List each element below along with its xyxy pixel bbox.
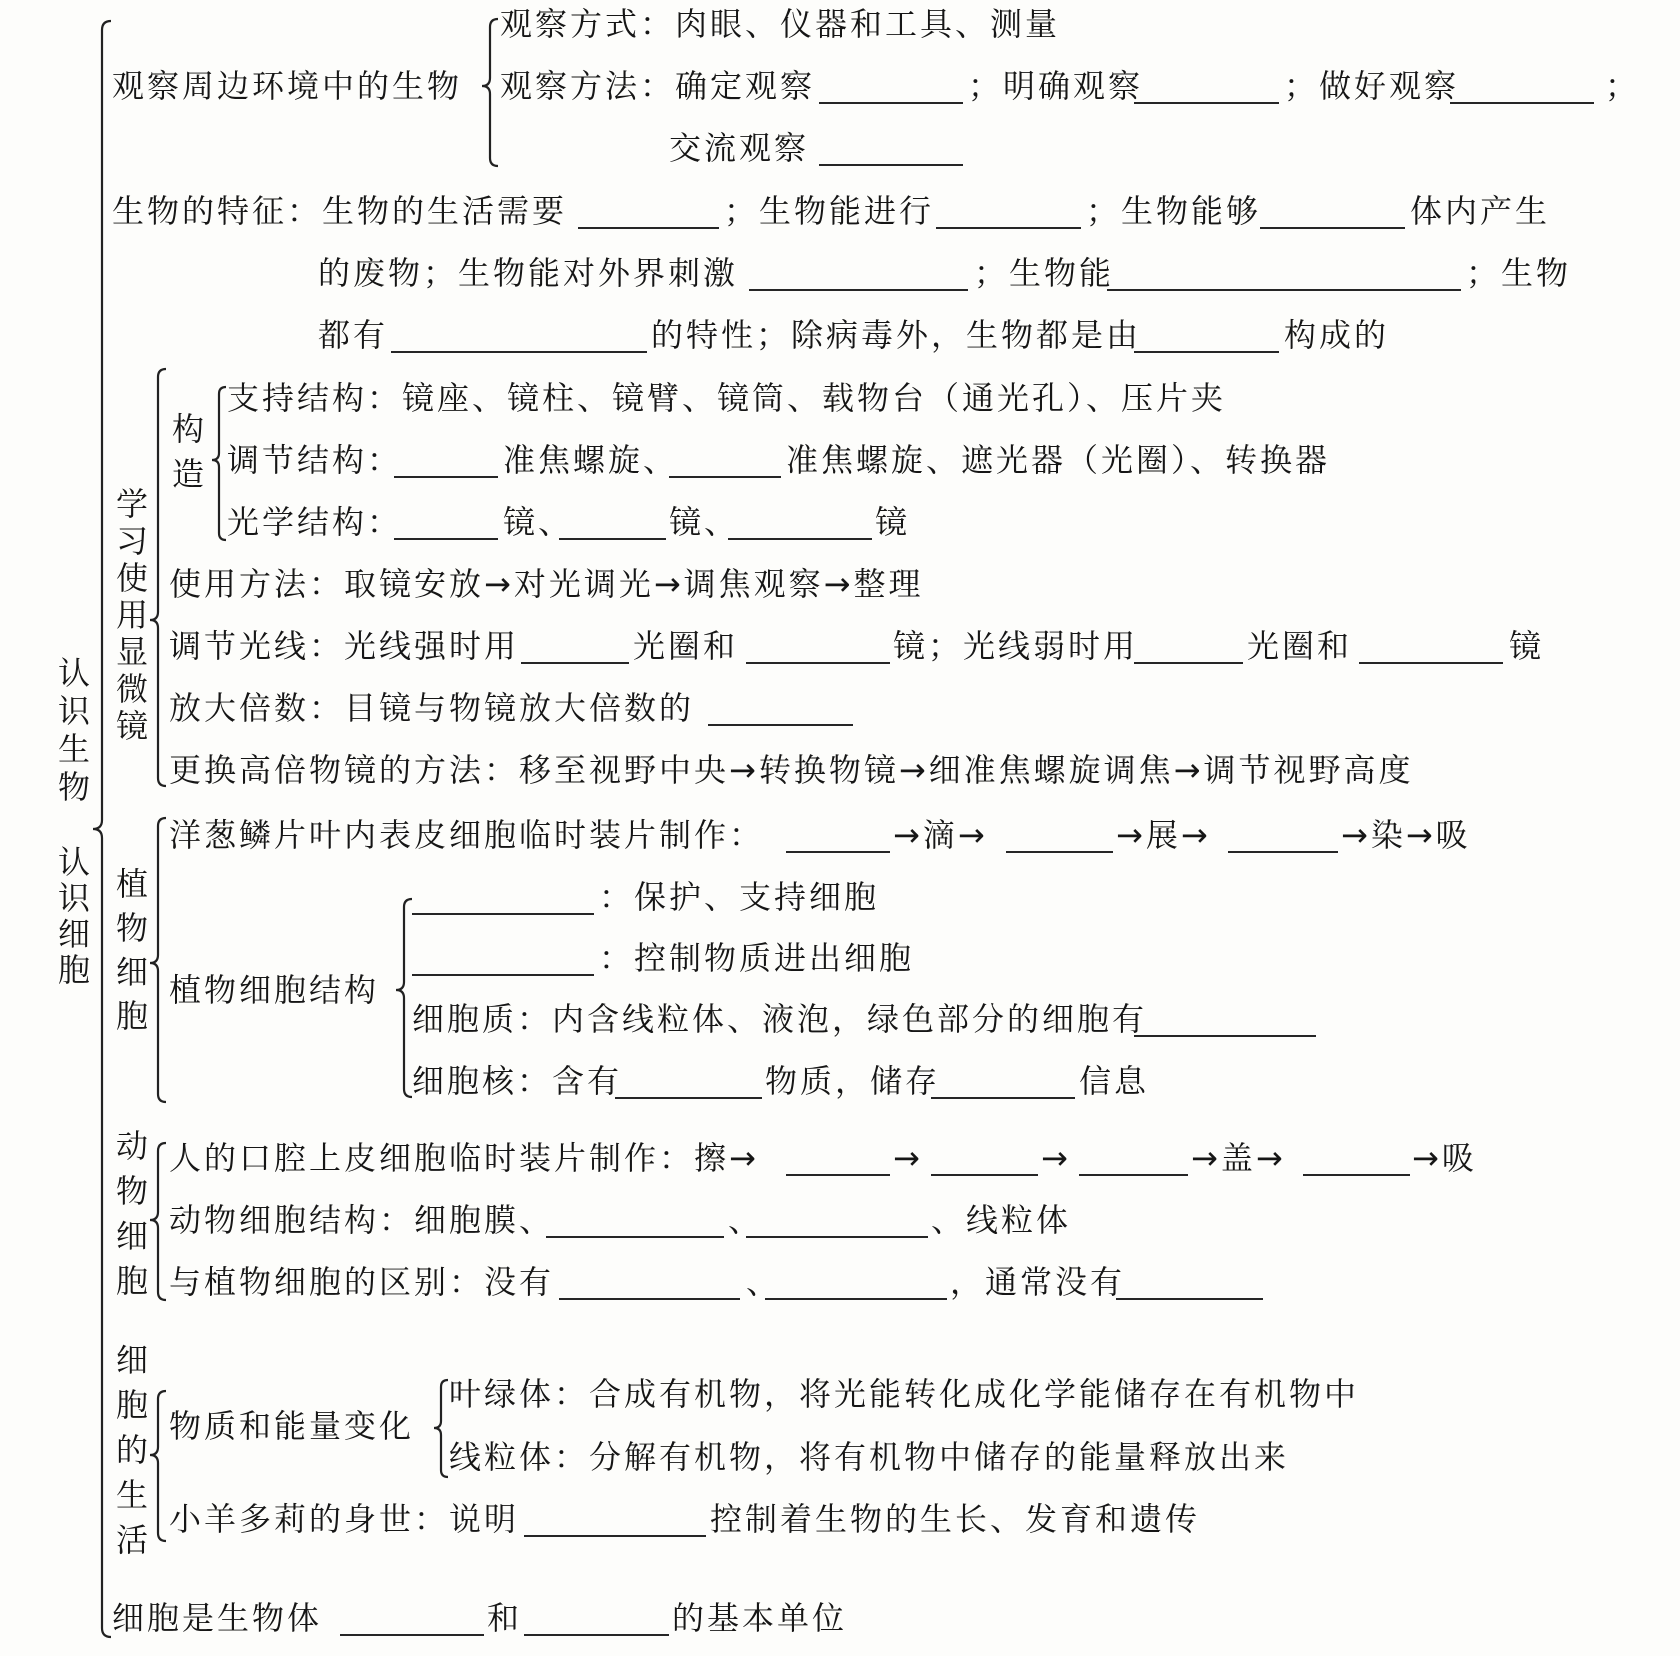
answer-blank-difference-2 [765,1298,947,1300]
plant-slide-text: →滴→ [893,816,988,854]
answer-blank-cell-wall [412,913,594,915]
microscope-adjust-text: 准焦螺旋、 [503,441,679,479]
answer-blank-optics-3 [728,538,872,540]
plant-cytoplasm-text: 细胞质：内含线粒体、液泡，绿色部分的细胞有 [412,1000,1148,1038]
microscope-brace [150,369,166,786]
answer-blank-observe-4 [819,164,963,166]
features-text: 生物的特征：生物的生活需要 [112,192,568,230]
microscope-light-text: 镜 [1509,627,1545,665]
microscope-label: 学习使用显微镜 [111,487,149,746]
plant-structure-label: 植物细胞结构 [169,971,380,1009]
plant-cell-label: 植物细胞 [111,867,149,1043]
features-text: ；生物能够 [1086,192,1262,230]
microscope-magnification: 放大倍数：目镜与物镜放大倍数的 [169,689,695,727]
plant-nucleus-text: 物质，储存 [765,1062,941,1100]
conclusion-text: 的基本单位 [672,1599,848,1637]
observe-method-text: 观察方法：确定观察 [500,67,816,105]
animal-structure-text: 、线粒体 [931,1201,1072,1239]
microscope-adjust-text: 准焦螺旋、遮光器（光圈）、转换器 [786,441,1331,479]
microscope-light-text: 镜；光线弱时用 [893,627,1139,665]
answer-blank-adjust-2 [669,476,781,478]
main-brace [93,21,111,1637]
answer-blank-observe-2 [1134,102,1279,104]
answer-blank-animal-slide-1 [786,1174,890,1176]
microscope-structure-brace [212,387,226,540]
answer-blank-animal-slide-3 [1079,1174,1188,1176]
answer-blank-magnification [708,724,853,726]
microscope-usage: 使用方法：取镜安放→对光调光→调焦观察→整理 [169,565,924,603]
animal-difference-text: 、 [746,1263,782,1301]
answer-blank-observe-3 [1450,102,1594,104]
microscope-optics-text: 光学结构： [227,503,403,541]
answer-blank-cell-membrane [412,974,594,976]
chloroplast-text: 叶绿体：合成有机物，将光能转化成化学能储存在有机物中 [449,1375,1360,1413]
microscope-light-text: 光圈和 [1247,627,1353,665]
answer-blank-feature-2 [936,227,1081,229]
answer-blank-animal-slide-2 [931,1174,1038,1176]
answer-blank-conclusion-1 [340,1634,484,1636]
energy-change-label: 物质和能量变化 [169,1407,415,1445]
answer-blank-feature-3 [1260,227,1405,229]
observe-method-text: ；明确观察 [968,67,1144,105]
plant-slide-text: 洋葱鳞片叶内表皮细胞临时装片制作： [169,816,765,854]
plant-nucleus-text: 细胞核：含有 [412,1062,623,1100]
conclusion-text: 和 [487,1599,523,1637]
plant-slide-text: →染→吸 [1341,816,1471,854]
features-text: ；生物能 [974,254,1115,292]
answer-blank-animal-structure-1 [546,1236,724,1238]
microscope-adjust-text: 调节结构： [227,441,403,479]
features-text: ；生物 [1466,254,1572,292]
plant-cell-brace [150,818,166,1102]
answer-blank-adjust-1 [394,476,498,478]
observe-heading: 观察周边环境中的生物 [112,67,463,105]
animal-difference-text: 与植物细胞的区别：没有 [169,1263,555,1301]
observe-brace [482,19,498,166]
plant-cell-wall-text: ：保护、支持细胞 [599,878,880,916]
observe-method-cont: 交流观察 [669,129,810,167]
answer-blank-conclusion-2 [524,1634,669,1636]
mitochondria-text: 线粒体：分解有机物，将有机物中储存的能量释放出来 [449,1438,1290,1476]
microscope-structure-label: 构造 [167,412,205,502]
answer-blank-plant-slide-1 [786,851,890,853]
animal-slide-text: 人的口腔上皮细胞临时装片制作：擦→ [169,1139,759,1177]
microscope-optics-text: 镜、 [669,503,740,541]
plant-slide-text: →展→ [1116,816,1211,854]
microscope-optics-text: 镜 [875,503,911,541]
answer-blank-optics-1 [394,538,498,540]
plant-cell-membrane-text: ：控制物质进出细胞 [599,939,915,977]
microscope-support: 支持结构：镜座、镜柱、镜臂、镜筒、载物台（通光孔）、压片夹 [227,379,1227,417]
features-text: 体内产生 [1410,192,1551,230]
answer-blank-light-3 [1134,662,1243,664]
plant-structure-brace [396,899,412,1097]
answer-blank-optics-2 [559,538,666,540]
observe-method-text: ；做好观察 [1284,67,1460,105]
features-text: 都有 [318,316,389,354]
animal-difference-text: ，通常没有 [950,1263,1126,1301]
observe-method-text: ； [1605,67,1641,105]
plant-nucleus-text: 信息 [1079,1062,1150,1100]
answer-blank-difference-1 [559,1298,740,1300]
animal-structure-text: 动物细胞结构：细胞膜、 [169,1201,555,1239]
answer-blank-plant-slide-2 [1006,851,1113,853]
side-title-know-cells: 认识细胞 [53,845,91,989]
answer-blank-nucleus-1 [615,1097,762,1099]
answer-blank-nucleus-2 [931,1097,1075,1099]
animal-slide-text: → [1041,1139,1071,1177]
energy-change-brace [434,1380,448,1477]
microscope-high-power: 更换高倍物镜的方法：移至视野中央→转换物镜→细准焦螺旋调焦→调节视野高度 [169,751,1414,789]
answer-blank-difference-3 [1116,1298,1263,1300]
features-text: 构成的 [1284,316,1390,354]
animal-slide-text: →吸 [1412,1139,1477,1177]
answer-blank-feature-5 [1107,289,1461,291]
microscope-light-text: 调节光线：光线强时用 [169,627,520,665]
animal-cell-brace [150,1143,166,1300]
answer-blank-light-4 [1359,662,1503,664]
microscope-optics-text: 镜、 [503,503,574,541]
answer-blank-plant-slide-3 [1228,851,1338,853]
answer-blank-observe-1 [819,102,963,104]
cell-life-label: 细胞的生活 [111,1343,149,1568]
cell-life-brace [150,1391,166,1541]
features-text: 的废物；生物能对外界刺激 [318,254,739,292]
animal-slide-text: →盖→ [1191,1139,1286,1177]
features-text: 的特性；除病毒外，生物都是由 [651,316,1142,354]
microscope-light-text: 光圈和 [633,627,739,665]
side-title-know-organisms: 认识生物 [53,656,91,808]
animal-structure-text: 、 [728,1201,764,1239]
animal-slide-text: → [893,1139,923,1177]
animal-cell-label: 动物细胞 [111,1129,149,1309]
answer-blank-feature-7 [1134,351,1279,353]
answer-blank-animal-structure-2 [746,1236,928,1238]
answer-blank-cytoplasm [1134,1035,1316,1037]
answer-blank-light-2 [746,662,890,664]
answer-blank-feature-6 [391,351,647,353]
answer-blank-feature-1 [578,227,719,229]
answer-blank-animal-slide-4 [1303,1174,1410,1176]
conclusion-text: 细胞是生物体 [112,1599,323,1637]
dolly-text: 小羊多莉的身世：说明 [169,1500,520,1538]
features-text: ；生物能进行 [724,192,935,230]
answer-blank-light-1 [521,662,629,664]
answer-blank-feature-4 [749,289,968,291]
observe-way: 观察方式：肉眼、仪器和工具、测量 [500,5,1061,43]
dolly-text: 控制着生物的生长、发育和遗传 [710,1500,1201,1538]
answer-blank-dolly [524,1535,706,1537]
